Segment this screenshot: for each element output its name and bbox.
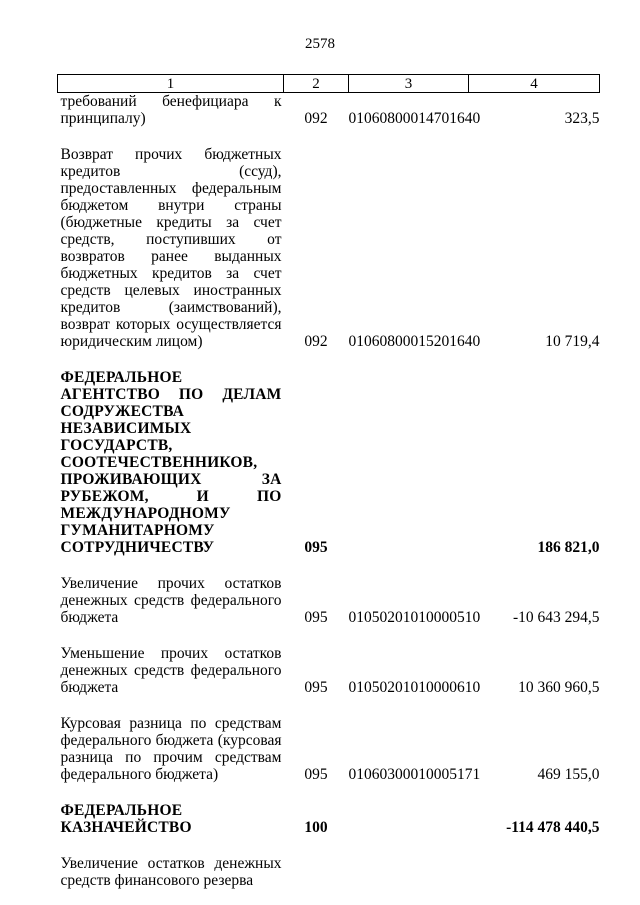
row-amount: 469 155,0	[537, 766, 600, 783]
table-row	[58, 645, 600, 696]
row-admin-code: 095	[304, 679, 328, 696]
row-admin-code: 095	[304, 609, 328, 626]
column-header-amount: 4	[469, 75, 600, 93]
row-classification-code	[349, 855, 469, 889]
row-classification-code	[349, 802, 469, 836]
column-header-admin-code: 2	[284, 75, 349, 93]
row-amount: 186 821,0	[537, 539, 600, 556]
row-admin-code	[284, 855, 349, 889]
page-number: 2578	[305, 36, 335, 52]
table-header-row	[58, 75, 600, 93]
row-admin-code: 092	[304, 110, 328, 127]
row-name: требований бенефициара к принципалу)	[60, 93, 282, 127]
column-header-classification-code: 3	[349, 75, 469, 93]
row-amount: -10 643 294,5	[512, 609, 600, 626]
row-admin-code: 092	[304, 333, 328, 350]
row-name: Возврат прочих бюджетных кредитов (ссуд), предоставленных федеральным бюджетом внутри страны (бюджетные кредиты за счет средств, поступивших от возвратов ранее выданных бюджетных кредитов за счет средств целевых иностранных кредитов (заимствований), возврат которых осуществляется юридическим лицом)	[60, 146, 282, 350]
table-row	[58, 715, 600, 783]
row-classification-code: 01060300010005171	[348, 766, 481, 783]
row-amount: 10 719,4	[545, 333, 600, 350]
column-header-name: 1	[58, 75, 284, 93]
row-amount: 323,5	[564, 110, 600, 127]
row-classification-code: 01060800014701640	[348, 110, 481, 127]
budget-table	[57, 74, 600, 889]
row-admin-code: 095	[304, 539, 328, 556]
row-name: Курсовая разница по средствам федерального бюджета (курсовая разница по прочим средствам федерального бюджета)	[60, 715, 282, 783]
agency-name: ФЕДЕРАЛЬНОЕ АГЕНТСТВО ПО ДЕЛАМ СОДРУЖЕСТВА НЕЗАВИСИМЫХ ГОСУДАРСТВ, СООТЕЧЕСТВЕННИКОВ, ПРОЖИВАЮЩИХ ЗА РУБЕЖОМ, И ПО МЕЖДУНАРОДНОМУ ГУМАНИТАРНОМУ СОТРУДНИЧЕСТВУ	[60, 369, 282, 556]
table-row-agency	[58, 369, 600, 556]
table-row-agency	[58, 802, 600, 836]
agency-name: ФЕДЕРАЛЬНОЕ КАЗНАЧЕЙСТВО	[60, 802, 192, 836]
row-amount: 10 360 960,5	[518, 679, 600, 696]
row-admin-code: 095	[304, 766, 328, 783]
table-row	[58, 93, 600, 128]
table-row	[58, 575, 600, 626]
row-admin-code: 100	[304, 819, 328, 836]
table-row	[58, 146, 600, 350]
table-row	[58, 855, 600, 889]
row-name: Увеличение остатков денежных средств финансового резерва	[60, 855, 282, 889]
row-classification-code: 01060800015201640	[348, 333, 481, 350]
row-classification-code: 01050201010000610	[348, 679, 481, 696]
row-classification-code: 01050201010000510	[348, 609, 481, 626]
row-name: Уменьшение прочих остатков денежных средств федерального бюджета	[60, 645, 282, 696]
row-classification-code	[349, 369, 469, 556]
row-amount	[469, 855, 600, 889]
row-name: Увеличение прочих остатков денежных средств федерального бюджета	[60, 575, 282, 626]
row-amount: -114 478 440,5	[506, 819, 600, 836]
